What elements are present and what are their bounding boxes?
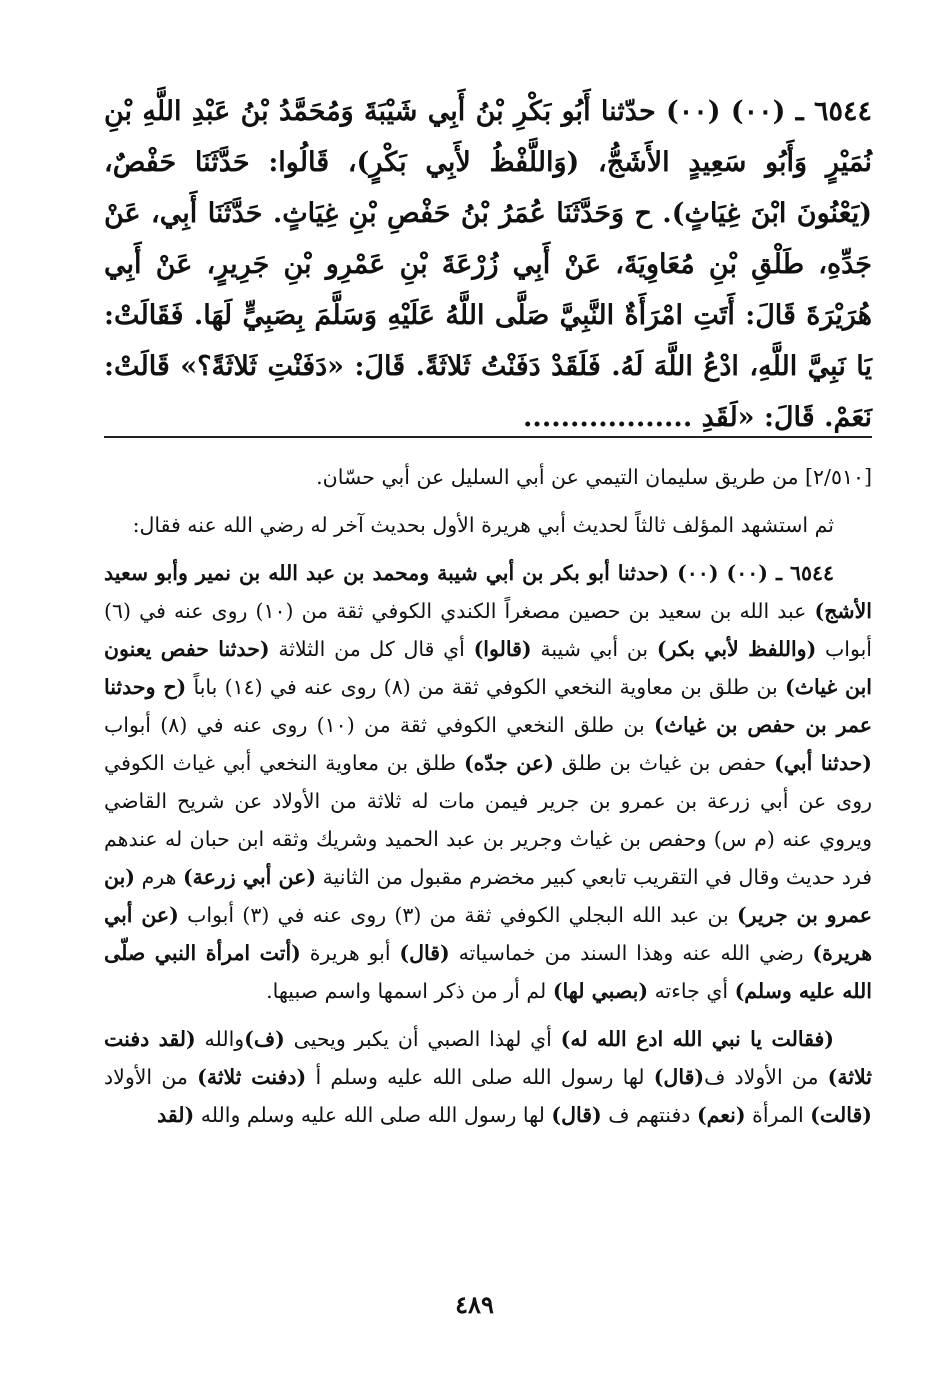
hadith-segment: «لَقَدِ ..................	[523, 402, 755, 433]
commentary-segment: المرأة	[745, 1103, 811, 1127]
hadith-segment: ٦٥٤٤ ـ (٠٠) (٠٠) حدّثنا أَبُو بَكْرِ بْنُ أَبِي شَيْبَةَ وَمُحَمَّدُ بْنُ عَبْدِ اللَّهِ بْنِ نُمَيْرٍ وَأَبُو سَعِيدٍ الأَشَجُّ، (وَاللَّفْظُ لأَبِي بَكْرٍ)، قَالُوا: حَدَّثَنَا حَفْصٌ، (يَعْنُونَ ابْنَ غِيَاثٍ). ح وَحَدَّثَنَا عُمَرُ بْنُ حَفْصِ بْنِ غِيَاثٍ. حَدَّثَنَا أَبِي، عَنْ جَدِّهِ، طَلْقِ بْنِ مُعَاوِيَةَ، عَنْ أَبِي زُرْعَةَ بْنِ عَمْرِو بْنِ جَرِيرٍ، عَنْ أَبِي هُرَيْرَةَ قَالَ: أَتَتِ امْرَأَةٌ النَّبِيَّ صَلَّى اللَّهُ عَلَيْهِ وَسَلَّمَ بِصَبِيٍّ لَهَا. فَقَالَتْ: يَا نَبِيَّ اللَّهِ، ادْعُ اللَّهَ لَهُ. فَلَقَدْ دَفَنْتُ ثَلاثَةً. قَالَ:	[104, 96, 873, 382]
commentary-segment: من الأولاد ف	[704, 1065, 828, 1089]
commentary-segment: (واللفظ لأبي بكر)	[656, 637, 817, 661]
commentary-segment: (دفنت ثلاثة)	[197, 1065, 307, 1089]
commentary-segment: طلق بن معاوية النخعي أبي غياث الكوفي روى عن أبي زرعة بن عمرو بن جرير فيمن مات له ثلاثة من الأولاد عن شريح القاضي ويروي عنه (م س) وحفص بن غياث وجرير بن عبد الحميد وشريك وثقه ابن حبان له عندهم فرد حديث وقال في التقريب تابعي كبير مخضرم مقبول من الثانية	[104, 751, 872, 889]
commentary-segment: أي قال كل من الثلاثة	[269, 637, 474, 661]
commentary-segment: بن أبي شيبة	[531, 637, 657, 661]
commentary-segment: لم أر من ذكر اسمها واسم صبيها.	[266, 979, 553, 1003]
commentary-segment: بن عبد الله البجلي الكوفي ثقة من (٣) روى عنه في (٣) أبواب	[178, 903, 737, 927]
commentary-segment: (حدثنا حفص يعنون ابن غياث)	[104, 637, 873, 699]
commentary-segment: (بن عمرو بن جرير)	[104, 865, 872, 927]
commentary-paragraph	[104, 458, 872, 496]
commentary-segment: (لقد	[157, 1103, 195, 1127]
commentary-segment: (عن أبي هريرة)	[104, 903, 872, 965]
hadith-segment: قَالَتْ: نَعَمْ. قَالَ:	[104, 351, 872, 433]
commentary-segment: دفنتهم ف	[601, 1103, 697, 1127]
commentary-segment: (ف)	[244, 1027, 285, 1051]
commentary-segment: (قالوا)	[473, 637, 532, 661]
commentary	[104, 458, 872, 1144]
commentary-segment: (عن جدّه)	[463, 751, 554, 775]
commentary-segment: هرم	[135, 865, 183, 889]
page-number: ٤٨٩	[455, 1290, 494, 1319]
commentary-segment: والله	[195, 1027, 245, 1051]
commentary-segment: (أتت امرأة النبي صلّى الله عليه وسلم)	[104, 941, 872, 1003]
commentary-segment: (قالت)	[810, 1103, 872, 1127]
commentary-segment: أبو هريرة	[300, 941, 400, 965]
commentary-segment: ثم استشهد المؤلف ثالثاً لحديث أبي هريرة الأول بحديث آخر له رضي الله عنه فقال:	[132, 513, 834, 537]
commentary-segment: (فقالت يا نبي الله ادع الله له)	[560, 1027, 834, 1051]
commentary-segment: من الأولاد	[104, 1065, 198, 1089]
hadith-segment: «دَفَنْتِ ثَلاثَةً؟»	[180, 351, 345, 382]
commentary-segment: لها رسول الله صلى الله عليه وسلم والله	[194, 1103, 552, 1127]
commentary-segment: ٦٥٤٤ ـ (٠٠) (٠٠) (حدثنا أبو بكر بن أبي شيبة ومحمد بن عبد الله بن نمير وأبو سعيد الأشج)	[104, 561, 872, 623]
footnote-divider	[104, 436, 872, 438]
commentary-segment: أي جاءته	[648, 979, 735, 1003]
commentary-segment: رضي الله عنه وهذا السند من خماسياته	[449, 941, 813, 965]
commentary-segment: حفص بن غياث بن طلق	[553, 751, 775, 775]
commentary-segment: (عن أبي زرعة)	[182, 865, 317, 889]
commentary-paragraph	[104, 506, 872, 544]
commentary-segment: (نعم)	[696, 1103, 746, 1127]
hadith-text	[104, 86, 872, 443]
commentary-segment: بن طلق النخعي الكوفي ثقة من (١٠) روى عنه في (٨) أبواب	[104, 713, 655, 737]
commentary-paragraph	[104, 1020, 872, 1134]
commentary-segment: عبد الله بن سعيد بن حصين مصغراً الكندي الكوفي ثقة من (١٠) روى عنه في (٦) أبواب	[104, 599, 872, 661]
commentary-segment: (بصبي لها)	[552, 979, 649, 1003]
commentary-segment: (قال)	[551, 1103, 602, 1127]
commentary-segment: (لقد دفنت ثلاثة)	[104, 1027, 872, 1089]
commentary-segment: أي لهذا الصبي أن يكبر ويحيى	[284, 1027, 561, 1051]
commentary-segment: (ح وحدثنا عمر بن حفص بن غياث)	[104, 675, 873, 737]
commentary-segment: (قال)	[653, 1065, 705, 1089]
commentary-segment: لها رسول الله صلى الله عليه وسلم أ	[306, 1065, 654, 1089]
commentary-segment: (قال)	[399, 941, 450, 965]
commentary-segment: بن طلق بن معاوية النخعي الكوفي ثقة من (٨) روى عنه في (١٤) باباً	[186, 675, 785, 699]
commentary-segment: (حدثنا أبي)	[774, 751, 872, 775]
commentary-paragraph	[104, 554, 872, 1010]
commentary-segment: [٢/٥١٠] من طريق سليمان التيمي عن أبي السليل عن أبي حسّان.	[316, 465, 872, 489]
